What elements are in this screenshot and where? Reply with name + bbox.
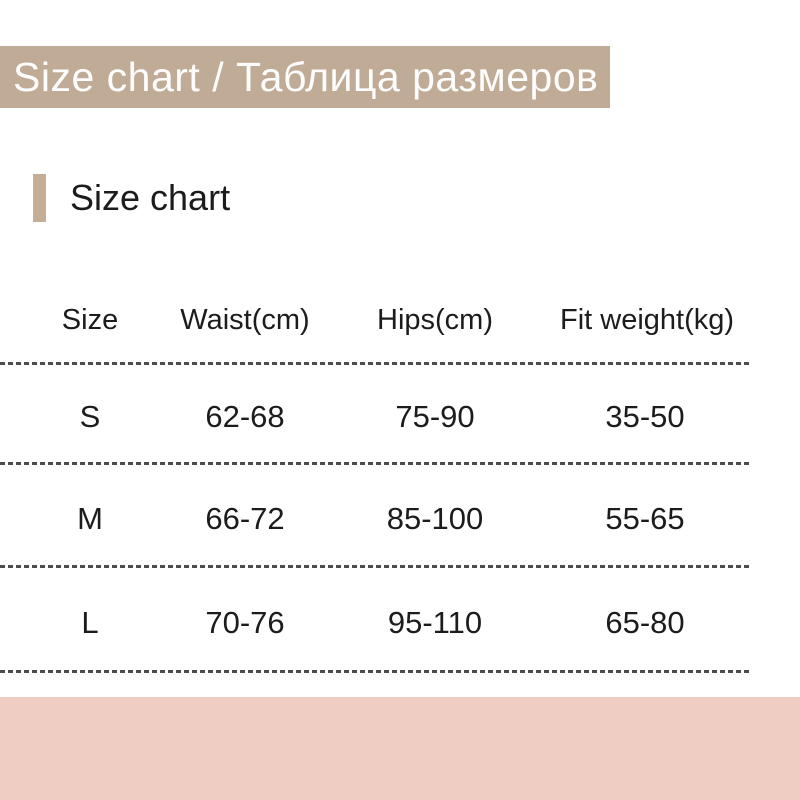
- table-row-s: [0, 365, 750, 462]
- top-banner: [0, 46, 610, 108]
- size-cell: M: [77, 500, 103, 536]
- hips-cell: 75-90: [395, 399, 475, 434]
- waist-cell: 66-72: [205, 500, 285, 536]
- section-heading: [33, 174, 230, 222]
- hips-cell: 95-110: [387, 604, 483, 640]
- size-table: [0, 278, 750, 673]
- table-row-m: [0, 465, 750, 565]
- section-title: Size chart: [70, 177, 231, 218]
- pink-footer-band: [0, 697, 800, 800]
- column-header-fit-weight: Fit weight(kg): [560, 303, 735, 336]
- fit-weight-cell: 55-65: [605, 500, 685, 536]
- size-cell: L: [81, 604, 99, 640]
- table-row-l: [0, 568, 750, 670]
- heading-marker-bar: [33, 174, 46, 222]
- column-header-size: Size: [61, 303, 119, 336]
- column-header-waist: Waist(cm): [180, 303, 310, 336]
- hips-cell: 85-100: [386, 500, 484, 536]
- fit-weight-cell: 65-80: [605, 604, 685, 640]
- size-cell: S: [79, 399, 101, 434]
- table-header-row: [0, 278, 750, 362]
- fit-weight-cell: 35-50: [605, 399, 685, 434]
- dashed-divider: [0, 670, 750, 673]
- column-header-hips: Hips(cm): [377, 303, 493, 336]
- banner-title: Size chart / Таблица размеров: [13, 53, 599, 100]
- waist-cell: 62-68: [205, 399, 285, 434]
- waist-cell: 70-76: [205, 604, 285, 640]
